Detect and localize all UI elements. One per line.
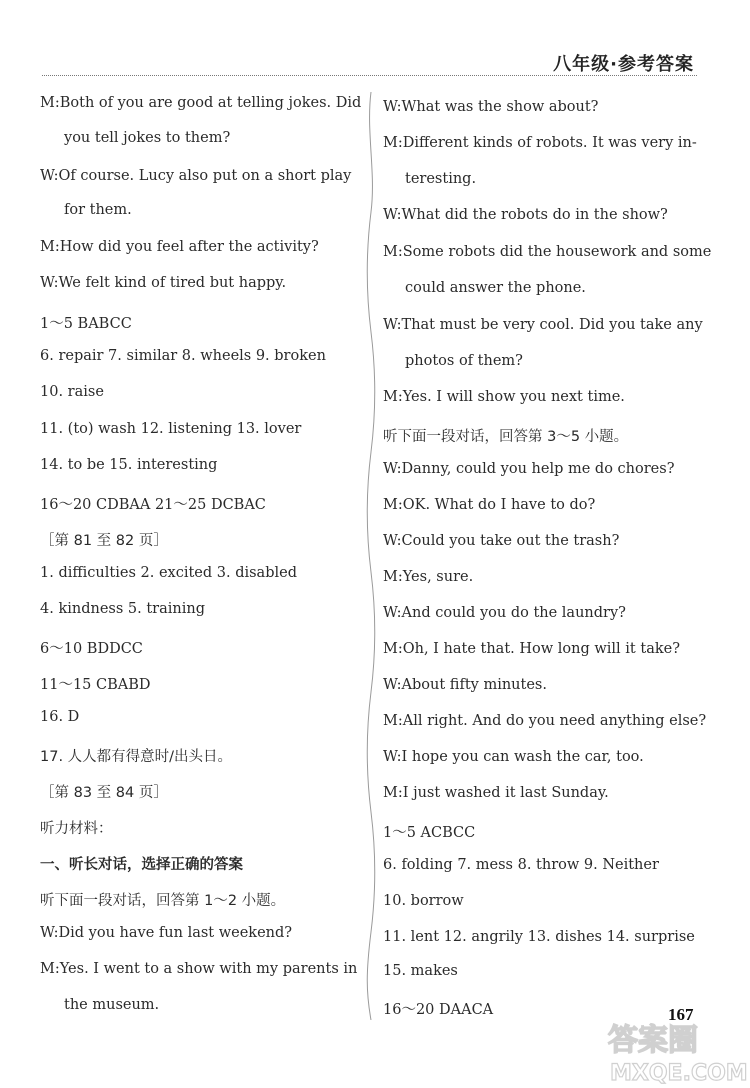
header-divider <box>42 75 697 76</box>
text-line: photos of them? <box>405 353 523 369</box>
text-line: M:Yes, sure. <box>383 569 474 585</box>
text-line: W:What was the show about? <box>383 99 599 115</box>
text-line: M:Yes. I will show you next time. <box>383 389 625 405</box>
watermark-text: MXQE.COM <box>610 1061 748 1086</box>
text-line: M:Different kinds of robots. It was very in- <box>383 135 697 151</box>
text-line: W:We felt kind of tired but happy. <box>40 275 287 291</box>
answer-line: 1～5 ACBCC <box>383 825 476 841</box>
answer-line: 6. repair 7. similar 8. wheels 9. broken <box>40 348 326 364</box>
answer-line: 16～20 DAACA <box>383 1002 494 1018</box>
section-heading: 一、听长对话，选择正确的答案 <box>40 857 243 873</box>
answer-line: 16～20 CDBAA 21～25 DCBAC <box>40 497 266 513</box>
page-number: 167 <box>668 1005 694 1024</box>
text-line: W:About fifty minutes. <box>383 677 547 693</box>
answer-line: 11～15 CBABD <box>40 677 151 693</box>
text-line: M:How did you feel after the activity? <box>40 239 319 255</box>
answer-line: 10. borrow <box>383 893 464 909</box>
text-line: teresting. <box>405 171 477 187</box>
answer-line: 10. raise <box>40 384 104 400</box>
page-header-title: 八年级·参考答案 <box>553 54 694 75</box>
answer-line: 17. 人人都有得意时/出头日。 <box>40 749 233 765</box>
text-line: W:I hope you can wash the car, too. <box>383 749 644 765</box>
svg-text:答案圈: 答案圈 <box>608 1023 698 1058</box>
text-line: M:Oh, I hate that. How long will it take? <box>383 641 680 657</box>
watermark-logo <box>600 1020 750 1088</box>
text-line: you tell jokes to them? <box>64 130 231 146</box>
text-line: W:That must be very cool. Did you take any <box>383 317 703 333</box>
text-line: W:Did you have fun last weekend? <box>40 925 293 941</box>
text-line: the museum. <box>64 997 160 1013</box>
text-line: M:I just washed it last Sunday. <box>383 785 609 801</box>
text-line: W:What did the robots do in the show? <box>383 207 668 223</box>
answer-line: 4. kindness 5. training <box>40 601 205 617</box>
column-divider <box>365 92 377 1020</box>
answer-line: 11. (to) wash 12. listening 13. lover <box>40 421 302 437</box>
section-heading: ［第 81 至 82 页］ <box>40 533 168 549</box>
text-line: W:Of course. Lucy also put on a short play <box>40 168 352 184</box>
text-line: M:Both of you are good at telling jokes. Did <box>40 95 362 111</box>
text-line: W:Danny, could you help me do chores? <box>383 461 675 477</box>
section-label: 听力材料： <box>40 821 113 837</box>
instruction-line: 听下面一段对话，回答第 1～2 小题。 <box>40 893 286 909</box>
section-heading: ［第 83 至 84 页］ <box>40 785 168 801</box>
answer-line: 6. folding 7. mess 8. throw 9. Neither <box>383 857 659 873</box>
text-line: M:Some robots did the housework and some <box>383 244 712 260</box>
text-line: W:Could you take out the trash? <box>383 533 620 549</box>
answer-line: 6～10 BDDCC <box>40 641 143 657</box>
answer-line: 15. makes <box>383 963 458 979</box>
text-line: for them. <box>64 202 132 218</box>
text-line: W:And could you do the laundry? <box>383 605 626 621</box>
text-line: could answer the phone. <box>405 280 586 296</box>
answer-line: 1～5 BABCC <box>40 316 132 332</box>
text-line: M:Yes. I went to a show with my parents in <box>40 961 358 977</box>
answer-line: 11. lent 12. angrily 13. dishes 14. surprise <box>383 929 695 945</box>
answer-line: 16. D <box>40 709 80 725</box>
answer-line: 1. difficulties 2. excited 3. disabled <box>40 565 297 581</box>
text-line: M:OK. What do I have to do? <box>383 497 596 513</box>
text-line: M:All right. And do you need anything else? <box>383 713 707 729</box>
instruction-line: 听下面一段对话，回答第 3～5 小题。 <box>383 429 629 445</box>
answer-line: 14. to be 15. interesting <box>40 457 218 473</box>
